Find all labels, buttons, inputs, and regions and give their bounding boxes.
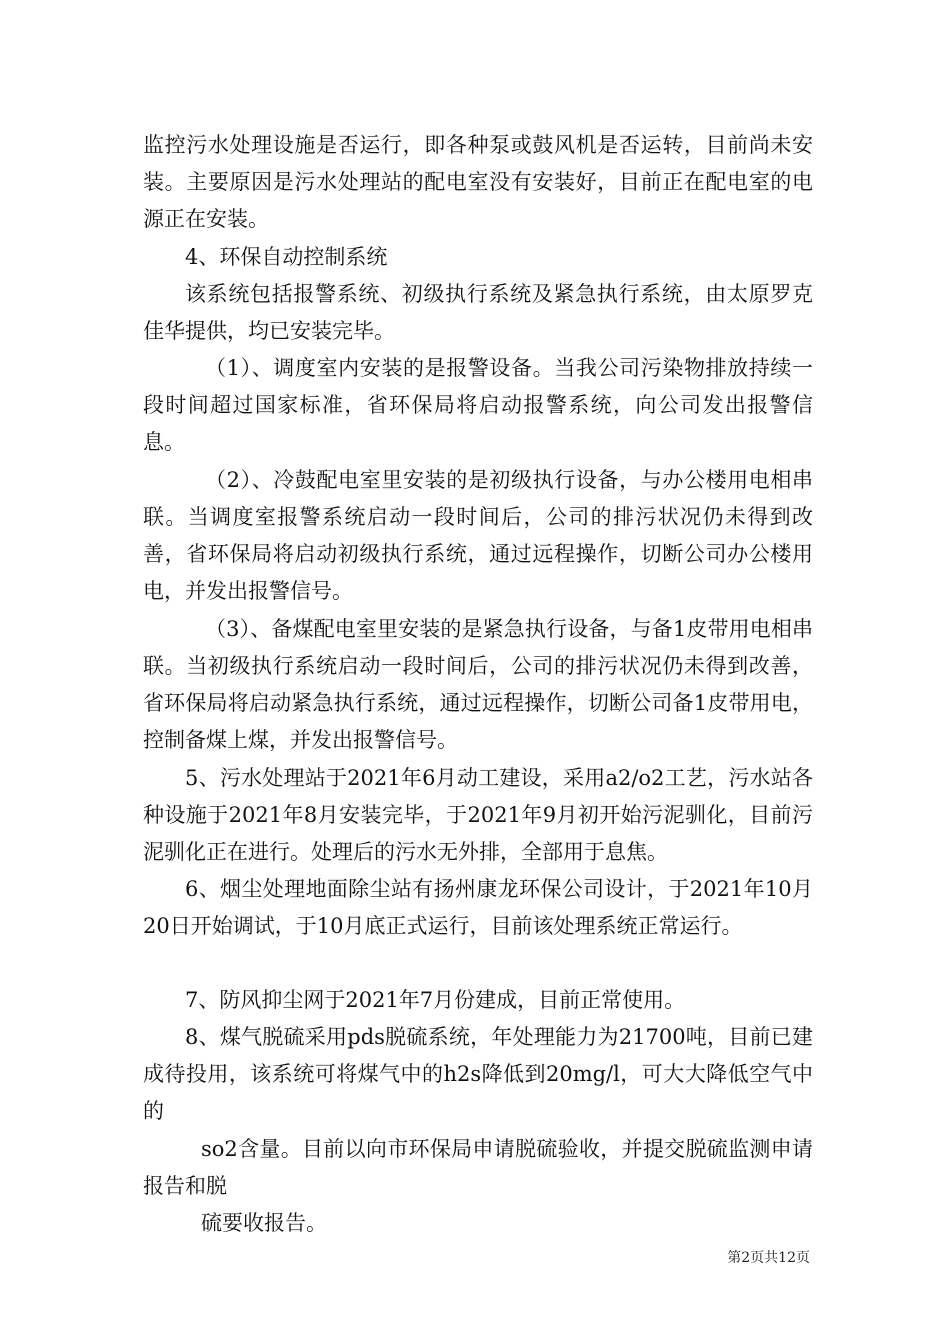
paragraph-system-overview: 该系统包括报警系统、初级执行系统及紧急执行系统，由太原罗克佳华提供，均已安装完毕。 — [143, 282, 813, 343]
paragraph-point-8-cont: so2含量。目前以向市环保局申请脱硫验收，并提交脱硫监测申请报告和脱 — [143, 1137, 813, 1198]
paragraph-item-1: （1）、调度室内安装的是报警设备。当我公司污染物排放持续一段时间超过国家标准，省环保局将启动报警系统，向公司发出报警信息。 — [143, 356, 813, 454]
paragraph-point-7: 7、防风抑尘网于2021年7月份建成，目前正常使用。 — [185, 988, 686, 1012]
heading-env-control: 4、环保自动控制系统 — [185, 245, 388, 269]
paragraph-point-8: 8、煤气脱硫采用pds脱硫系统，年处理能力为21700吨，目前已建成待投用，该系统可将煤气中的h2s降低到20mg/l，可大大降低空气中的 — [143, 1025, 813, 1123]
paragraph-point-6: 6、烟尘处理地面除尘站有扬州康龙环保公司设计，于2021年10月20日开始调试，于10月底正式运行，目前该处理系统正常运行。 — [143, 877, 813, 938]
paragraph-item-3: （3）、备煤配电室里安装的是紧急执行设备，与备1皮带用电相串联。当初级执行系统启动一段时间后，公司的排污状况仍未得到改善，省环保局将启动紧急执行系统，通过远程操作，切断公司备1皮带用电，控制备煤上煤，并发出报警信号。 — [143, 617, 813, 752]
page-indicator: 第2页共12页 — [727, 1250, 810, 1266]
paragraph-intro: 监控污水处理设施是否运行，即各种泵或鼓风机是否运转，目前尚未安装。主要原因是污水处理站的配电室没有安装好，目前正在配电室的电源正在安装。 — [143, 133, 813, 231]
paragraph-point-5: 5、污水处理站于2021年6月动工建设，采用a2/o2工艺，污水站各种设施于2021年8月安装完毕，于2021年9月初开始污泥驯化，目前污泥驯化正在进行。处理后的污水无外排，全部用于息焦。 — [143, 766, 813, 864]
paragraph-item-2: （2）、冷鼓配电室里安装的是初级执行设备，与办公楼用电相串联。当调度室报警系统启动一段时间后，公司的排污状况仍未得到改善，省环保局将启动初级执行系统，通过远程操作，切断公司办公楼用电，并发出报警信号。 — [143, 468, 813, 603]
paragraph-point-8-end: 硫要收报告。 — [201, 1211, 327, 1235]
